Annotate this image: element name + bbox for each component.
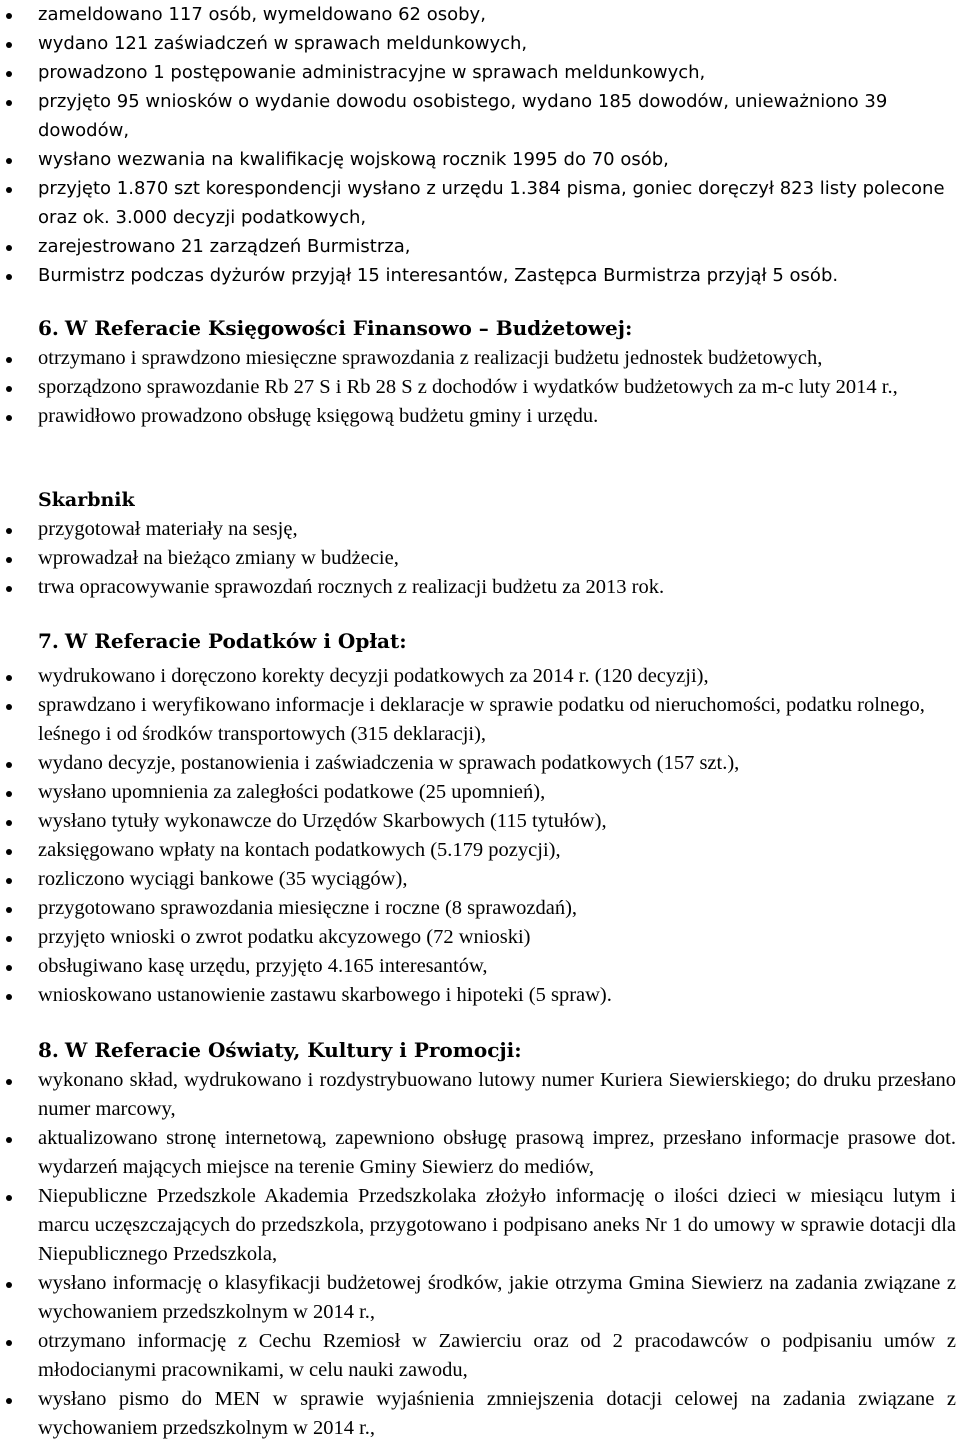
section-title: W Referacie Oświaty, Kultury i Promocji: xyxy=(64,1038,522,1062)
list-item: Niepubliczne Przedszkole Akademia Przedszkolaka złożyło informację o ilości dzieci w miesiącu lutym i marcu uczęszczających do przedszkola, przygotowano i podpisano aneks Nr 1 do umowy w sprawie dotacji dla Niepublicznego Przedszkola, xyxy=(0,1182,960,1269)
section-8-heading xyxy=(38,1036,522,1065)
section-number: 7. xyxy=(38,629,59,653)
section-6-heading xyxy=(38,314,632,343)
section-7-list xyxy=(0,662,960,1010)
list-item: trwa opracowywanie sprawozdań rocznych z realizacji budżetu za 2013 rok. xyxy=(0,573,960,602)
list-item: rozliczono wyciągi bankowe (35 wyciągów), xyxy=(0,865,960,894)
list-item: przygotował materiały na sesję, xyxy=(0,515,960,544)
list-item: otrzymano i sprawdzono miesięczne sprawozdania z realizacji budżetu jednostek budżetowych, xyxy=(0,344,960,373)
list-item: wysłano wezwania na kwalifikację wojskową rocznik 1995 do 70 osób, xyxy=(0,145,960,174)
list-item: sprawdzano i weryfikowano informacje i deklaracje w sprawie podatku od nieruchomości, podatku rolnego, leśnego i od środków transportowych (315 deklaracji), xyxy=(0,691,960,749)
list-item: wydano 121 zaświadczeń w sprawach meldunkowych, xyxy=(0,29,960,58)
list-item: wysłano informację o klasyfikacji budżetowej środków, jakie otrzyma Gmina Siewierz na zadania związane z wychowaniem przedszkolnym w 2014 r., xyxy=(0,1269,960,1327)
list-item: Burmistrz podczas dyżurów przyjął 15 interesantów, Zastępca Burmistrza przyjął 5 osób. xyxy=(0,261,960,290)
list-item: przyjęto wnioski o zwrot podatku akcyzowego (72 wnioski) xyxy=(0,923,960,952)
list-item: wykonano skład, wydrukowano i rozdystrybuowano lutowy numer Kuriera Siewierskiego; do druku przesłano numer marcowy, xyxy=(0,1066,960,1124)
list-item: przyjęto 1.870 szt korespondencji wysłano z urzędu 1.384 pisma, goniec doręczył 823 listy polecone oraz ok. 3.000 decyzji podatkowych, xyxy=(0,174,960,232)
section-8-list xyxy=(0,1066,960,1443)
section-6-list xyxy=(0,344,960,431)
list-item: wnioskowano ustanowienie zastawu skarbowego i hipoteki (5 spraw). xyxy=(0,981,960,1010)
section-title: W Referacie Podatków i Opłat: xyxy=(64,629,407,653)
list-item: zaksięgowano wpłaty na kontach podatkowych (5.179 pozycji), xyxy=(0,836,960,865)
skarbnik-subheading: Skarbnik xyxy=(38,489,135,511)
registry-list xyxy=(0,0,960,290)
list-item: przyjęto 95 wniosków o wydanie dowodu osobistego, wydano 185 dowodów, unieważniono 39 dowodów, xyxy=(0,87,960,145)
list-item: wysłano pismo do MEN w sprawie wyjaśnienia zmniejszenia dotacji celowej na zadania związane z wychowaniem przedszkolnym w 2014 r., xyxy=(0,1385,960,1443)
section-number: 8. xyxy=(38,1038,59,1062)
list-item: wydrukowano i doręczono korekty decyzji podatkowych za 2014 r. (120 decyzji), xyxy=(0,662,960,691)
list-item: obsługiwano kasę urzędu, przyjęto 4.165 interesantów, xyxy=(0,952,960,981)
skarbnik-list xyxy=(0,515,960,602)
list-item: otrzymano informację z Cechu Rzemiosł w Zawierciu oraz od 2 pracodawców o podpisaniu umów z młodocianymi pracownikami, w celu nauki zawodu, xyxy=(0,1327,960,1385)
list-item: zameldowano 117 osób, wymeldowano 62 osoby, xyxy=(0,0,960,29)
list-item: wysłano tytuły wykonawcze do Urzędów Skarbowych (115 tytułów), xyxy=(0,807,960,836)
section-7-heading xyxy=(38,627,407,656)
list-item: wydano decyzje, postanowienia i zaświadczenia w sprawach podatkowych (157 szt.), xyxy=(0,749,960,778)
list-item: zarejestrowano 21 zarządzeń Burmistrza, xyxy=(0,232,960,261)
list-item: prowadzono 1 postępowanie administracyjne w sprawach meldunkowych, xyxy=(0,58,960,87)
section-number: 6. xyxy=(38,316,59,340)
list-item: aktualizowano stronę internetową, zapewniono obsługę prasową imprez, przesłano informacje prasowe dot. wydarzeń mających miejsce na terenie Gminy Siewierz do mediów, xyxy=(0,1124,960,1182)
list-item: przygotowano sprawozdania miesięczne i roczne (8 sprawozdań), xyxy=(0,894,960,923)
section-title: W Referacie Księgowości Finansowo – Budżetowej: xyxy=(64,316,633,340)
list-item: wprowadzał na bieżąco zmiany w budżecie, xyxy=(0,544,960,573)
list-item: sporządzono sprawozdanie Rb 27 S i Rb 28 S z dochodów i wydatków budżetowych za m-c luty 2014 r., xyxy=(0,373,960,402)
list-item: wysłano upomnienia za zaległości podatkowe (25 upomnień), xyxy=(0,778,960,807)
list-item: prawidłowo prowadzono obsługę księgową budżetu gminy i urzędu. xyxy=(0,402,960,431)
